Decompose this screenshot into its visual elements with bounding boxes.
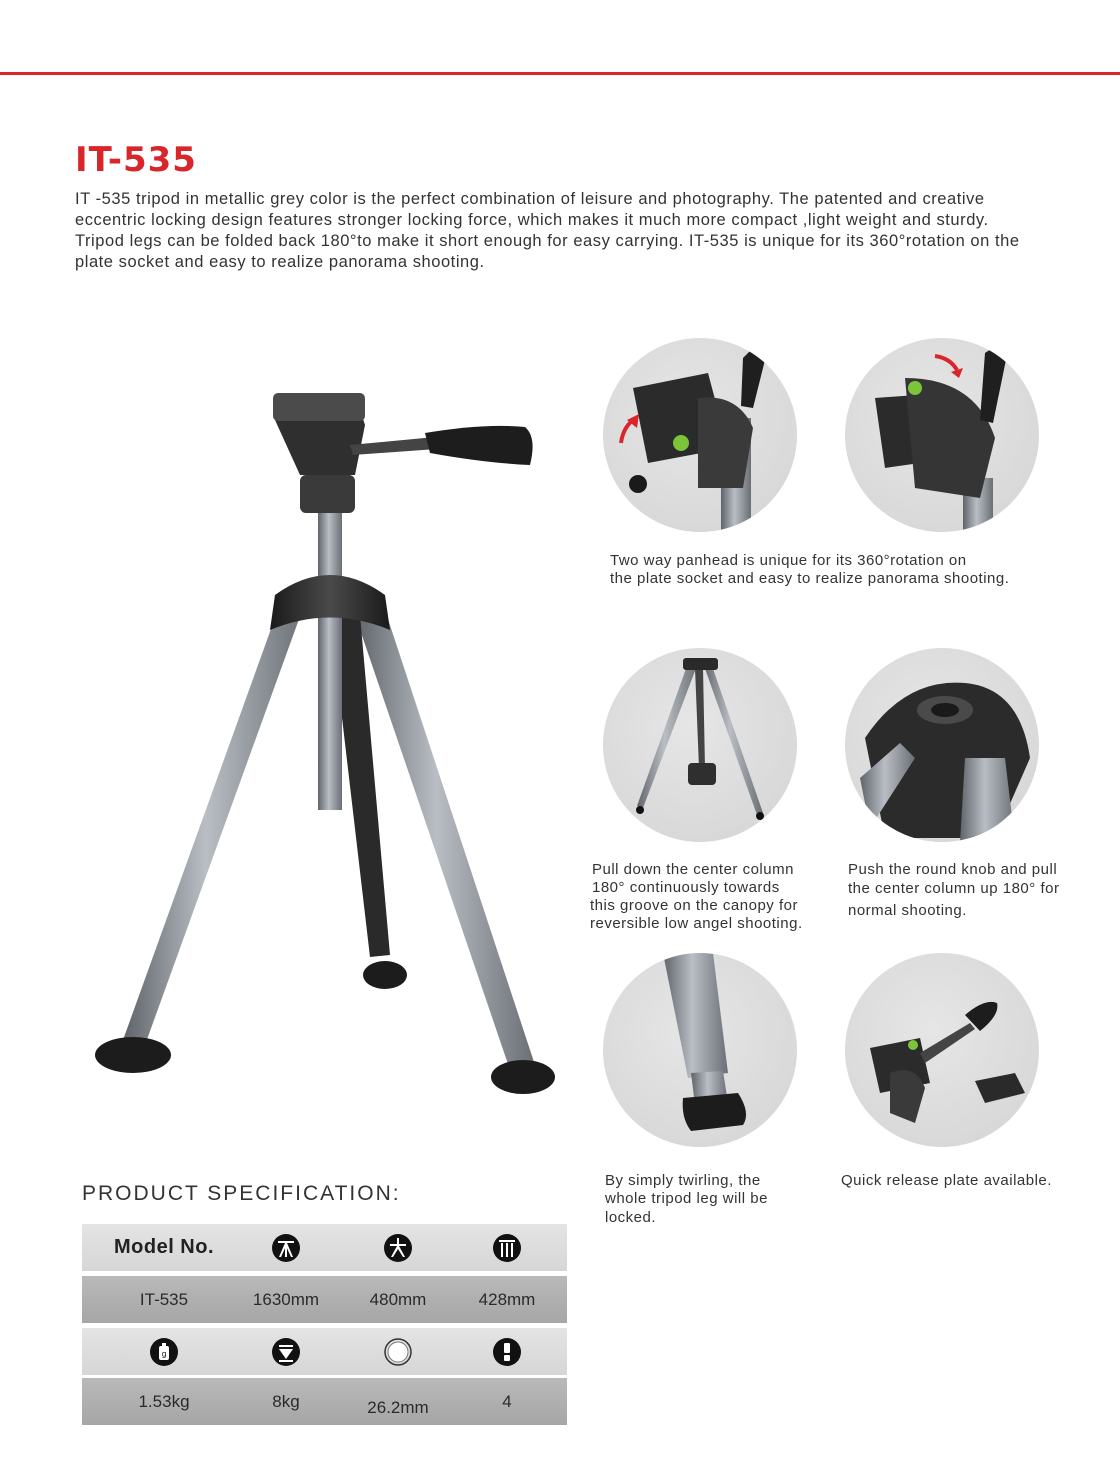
max-height-value: 1630mm bbox=[252, 1289, 320, 1309]
low-angle-caption-line-2: 180° continuously towards bbox=[592, 879, 780, 896]
spec-section-title: PRODUCT SPECIFICATION: bbox=[82, 1182, 401, 1205]
panhead-caption-line-1: Two way panhead is unique for its 360°rotation on bbox=[610, 552, 967, 569]
normal-caption-line-1: Push the round knob and pull bbox=[848, 861, 1058, 878]
photo-low-angle-inverted bbox=[603, 648, 797, 842]
twist-caption-line-3: locked. bbox=[605, 1209, 657, 1226]
spec-header-row-1 bbox=[82, 1224, 567, 1271]
spec-header-row-2 bbox=[82, 1328, 567, 1375]
photo-panhead-rotate-left bbox=[603, 338, 797, 532]
model-number-header: Model No. bbox=[113, 1236, 215, 1258]
leg-sections-icon bbox=[492, 1337, 522, 1367]
twist-caption-line-1: By simply twirling, the bbox=[605, 1172, 761, 1189]
folded-length-icon bbox=[492, 1233, 522, 1263]
weight-value: 1.53kg bbox=[138, 1391, 190, 1411]
photo-twist-lock-leg bbox=[603, 953, 797, 1147]
twist-caption-line-2: whole tripod leg will be bbox=[605, 1190, 768, 1207]
tripod-main-image bbox=[85, 365, 555, 1100]
folded-length-value: 428mm bbox=[478, 1289, 536, 1309]
tube-diameter-icon bbox=[383, 1337, 413, 1367]
weight-icon-letter: g bbox=[161, 1349, 167, 1358]
load-capacity-icon bbox=[271, 1337, 301, 1367]
top-accent-rule bbox=[0, 72, 1120, 75]
photo-quick-release-plate bbox=[845, 953, 1039, 1147]
max-height-icon bbox=[271, 1233, 301, 1263]
plate-caption: Quick release plate available. bbox=[841, 1172, 1052, 1189]
min-height-icon bbox=[383, 1233, 413, 1263]
panhead-caption-line-2: the plate socket and easy to realize panorama shooting. bbox=[610, 570, 1010, 587]
spec-value-row-2 bbox=[82, 1378, 567, 1425]
product-intro: IT -535 tripod in metallic grey color is the perfect combination of leisure and photography. The patented and creative eccentric locking design features stronger locking force, which makes it much more compact ,light weight and sturdy. Tripod legs can be folded back 180°to make it short enough for easy carrying. IT-535 is unique for its 360°rotation on the plate socket and easy to realize panorama shooting. bbox=[75, 190, 1020, 271]
tube-diameter-value: 26.2mm bbox=[367, 1398, 429, 1417]
weight-icon bbox=[149, 1337, 179, 1367]
product-title: IT-535 bbox=[75, 140, 197, 180]
normal-caption-line-2: the center column up 180° for bbox=[848, 880, 1060, 897]
low-angle-caption-line-4: reversible low angel shooting. bbox=[590, 915, 803, 932]
low-angle-caption-line-1: Pull down the center column bbox=[592, 861, 794, 878]
normal-caption-line-3: normal shooting. bbox=[848, 902, 967, 919]
model-number-value: IT-535 bbox=[139, 1289, 189, 1309]
load-capacity-value: 8kg bbox=[272, 1391, 300, 1411]
leg-sections-value: 4 bbox=[502, 1391, 512, 1411]
spec-value-row-1 bbox=[82, 1276, 567, 1323]
photo-canopy-normal bbox=[845, 648, 1039, 842]
low-angle-caption-line-3: this groove on the canopy for bbox=[590, 897, 798, 914]
photo-panhead-rotate-right bbox=[845, 338, 1039, 532]
min-height-value: 480mm bbox=[369, 1289, 427, 1309]
